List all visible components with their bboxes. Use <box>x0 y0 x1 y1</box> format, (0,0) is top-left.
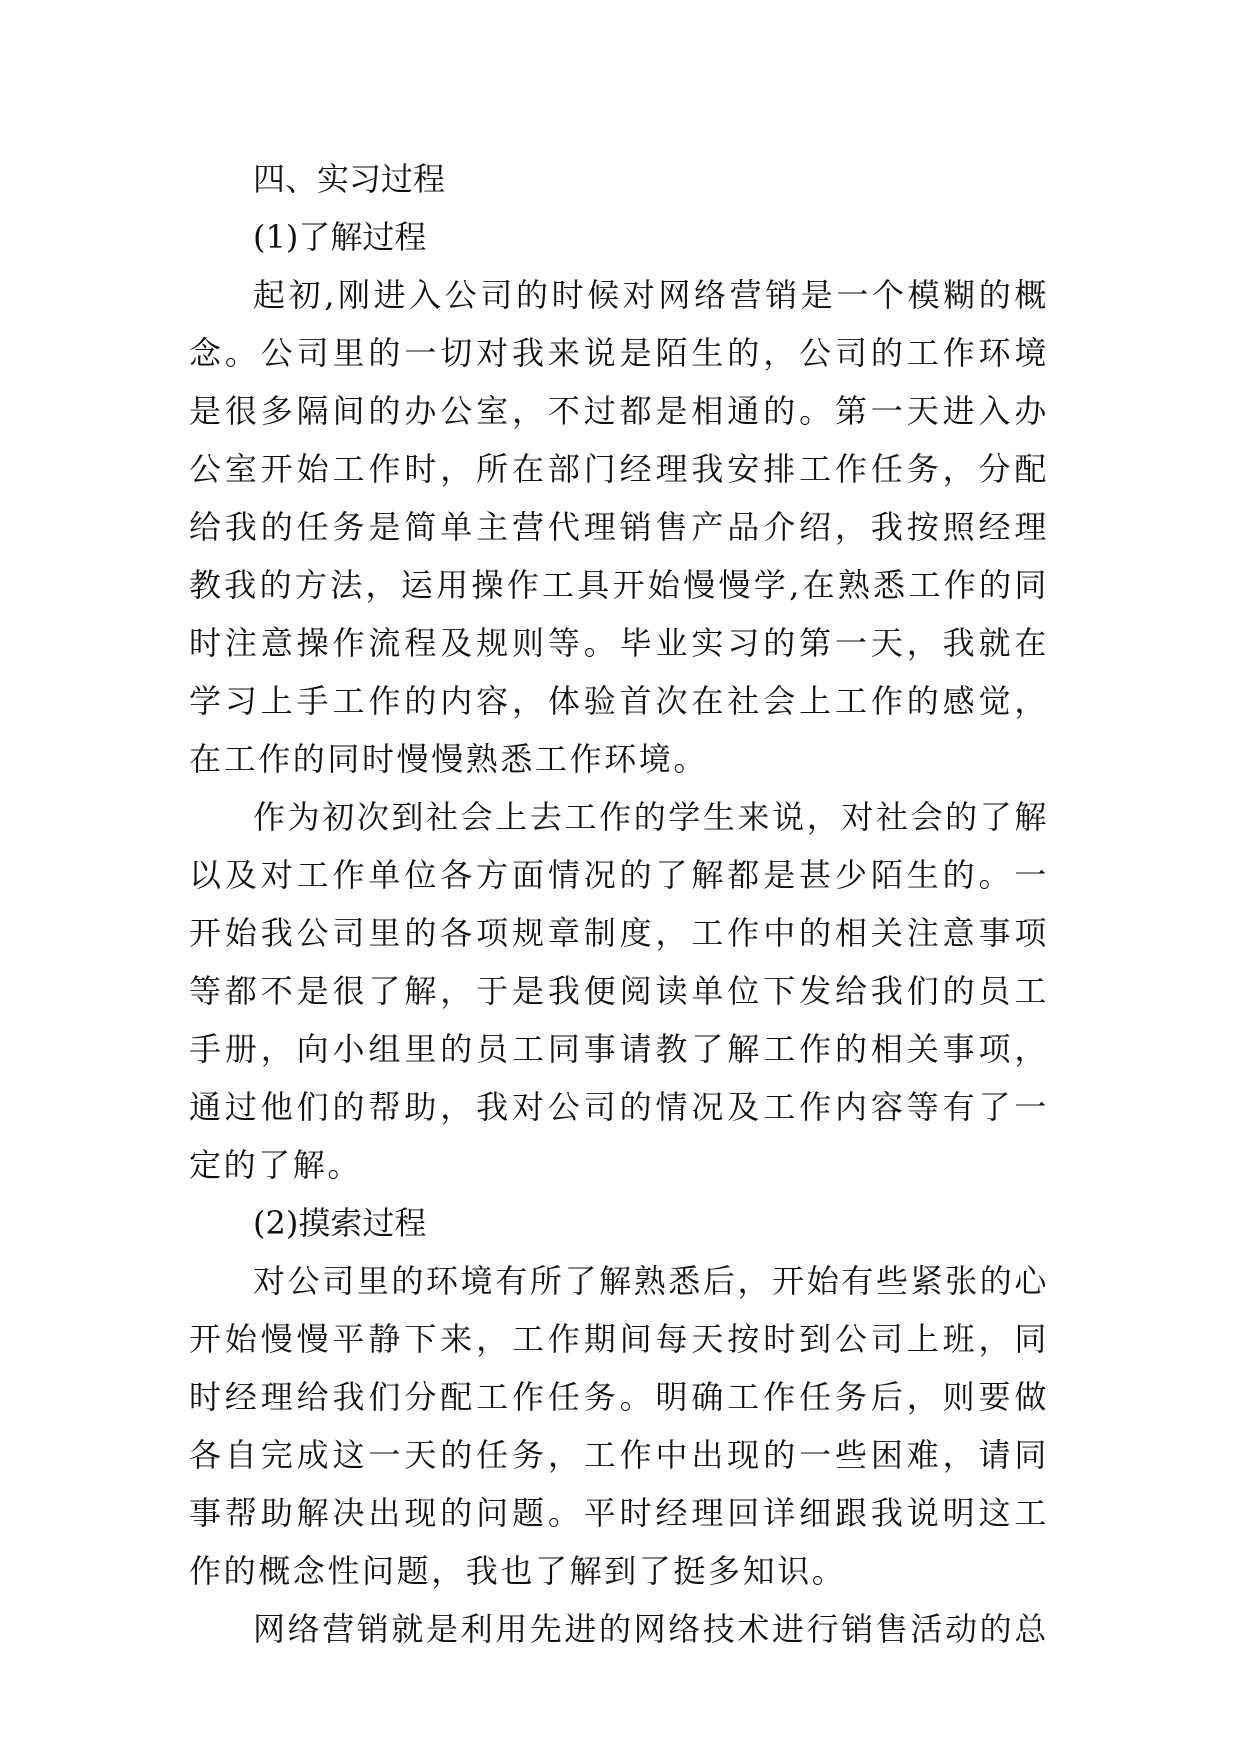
paragraph: 起初,刚进入公司的时候对网络营销是一个模糊的概念。公司里的一切对我来说是陌生的，公司的工作环境是很多隔间的办公室，不过都是相通的。第一天进入办公室开始工作时，所在部门经理我安排工作任务，分配给我的任务是简单主营代理销售产品介绍，我按照经理教我的方法，运用操作工具开始慢慢学,在熟悉工作的同时注意操作流程及规则等。毕业实习的第一天，我就在学习上手工作的内容，体验首次在社会上工作的感觉，在工作的同时慢慢熟悉工作环境。 <box>189 276 1049 778</box>
subheading-understanding: (1)了解过程 <box>253 218 427 256</box>
document-body <box>189 150 1049 1658</box>
paragraph: 作为初次到社会上去工作的学生来说，对社会的了解以及对工作单位各方面情况的了解都是甚少陌生的。一开始我公司里的各项规章制度，工作中的相关注意事项等都不是很了解，于是我便阅读单位下发给我们的员工手册，向小组里的员工同事请教了解工作的相关事项，通过他们的帮助，我对公司的情况及工作内容等有了一定的了解。 <box>189 798 1049 1184</box>
subheading-exploration: (2)摸索过程 <box>253 1204 427 1242</box>
section-heading: 四、实习过程 <box>253 160 446 198</box>
paragraph: 对公司里的环境有所了解熟悉后，开始有些紧张的心开始慢慢平静下来，工作期间每天按时到公司上班，同时经理给我们分配工作任务。明确工作任务后，则要做各自完成这一天的任务，工作中出现的一些困难，请同事帮助解决出现的问题。平时经理回详细跟我说明这工作的概念性问题，我也了解到了挺多知识。 <box>189 1262 1049 1590</box>
paragraph: 网络营销就是利用先进的网络技术进行销售活动的总 <box>253 1610 1049 1648</box>
